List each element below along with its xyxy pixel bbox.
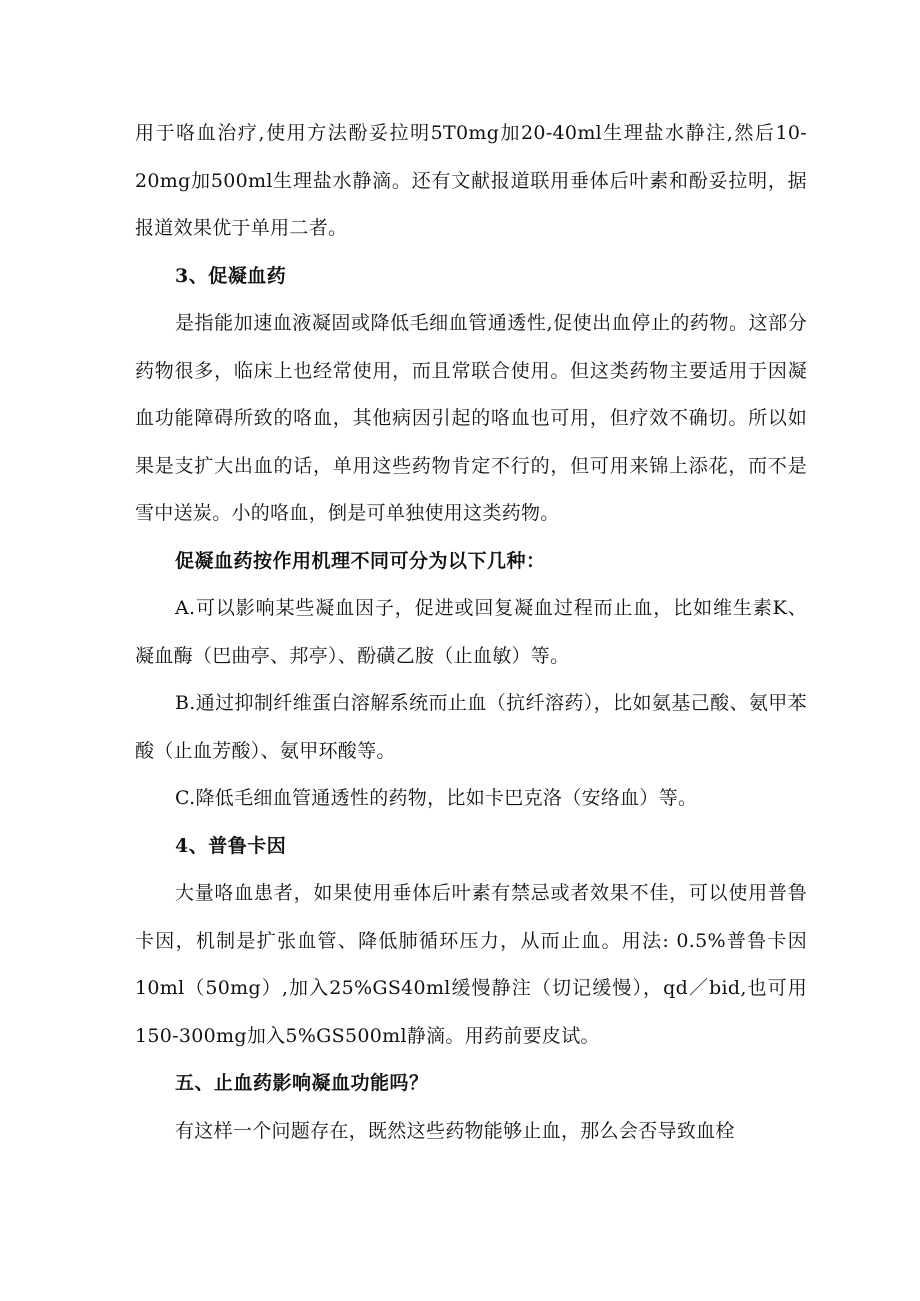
paragraph-procaine-usage: 大量咯血患者，如果使用垂体后叶素有禁忌或者效果不佳，可以使用普鲁卡因，机制是扩张血管、降低肺循环压力，从而止血。用法: 0.5%普鲁卡因10ml（50mg）,加入25%GS40ml缓慢静注（切记缓慢），qd／bid,也可用150-300mg加入5%GS500ml静滴。用药前要皮试。 bbox=[135, 882, 807, 1047]
document-body bbox=[135, 110, 807, 1155]
paragraph-option-b: B.通过抑制纤维蛋白溶解系统而止血（抗纤溶药），比如氨基己酸、氨甲苯酸（止血芳酸）、氨甲环酸等。 bbox=[135, 692, 807, 762]
paragraph-phentolamine-usage: 用于咯血治疗,使用方法酚妥拉明5T0mg加20-40ml生理盐水静注,然后10-20mg加500ml生理盐水静滴。还有文献报道联用垂体后叶素和酚妥拉明，据报道效果优于单用二者。 bbox=[135, 122, 807, 239]
paragraph-option-a: A.可以影响某些凝血因子，促进或回复凝血过程而止血，比如维生素K、凝血酶（巴曲亭、邦亭）、酚磺乙胺（止血敏）等。 bbox=[135, 597, 807, 667]
paragraph-thrombosis-question: 有这样一个问题存在，既然这些药物能够止血，那么会否导致血栓 bbox=[175, 1119, 735, 1142]
heading-hemostatic-coagulation: 五、止血药影响凝血功能吗？ bbox=[175, 1072, 429, 1094]
heading-coagulant-drugs: 3、促凝血药 bbox=[175, 264, 287, 287]
heading-procaine: 4、普鲁卡因 bbox=[175, 834, 287, 857]
paragraph-option-c: C.降低毛细血管通透性的药物，比如卡巴克洛（安络血）等。 bbox=[175, 787, 698, 809]
paragraph-coagulant-definition: 是指能加速血液凝固或降低毛细血管通透性,促使出血停止的药物。这部分药物很多，临床上也经常使用，而且常联合使用。但这类药物主要适用于因凝血功能障碍所致的咯血，其他病因引起的咯血也可用，但疗效不确切。所以如果是支扩大出血的话，单用这些药物肯定不行的，但可用来锦上添花，而不是雪中送炭。小的咯血，倒是可单独使用这类药物。 bbox=[135, 312, 807, 524]
heading-coagulant-classification: 促凝血药按作用机理不同可分为以下几种： bbox=[175, 549, 546, 572]
